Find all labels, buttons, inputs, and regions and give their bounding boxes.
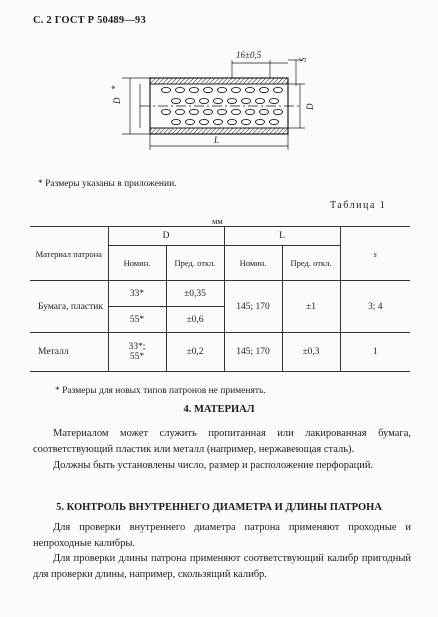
row-paper-D-nom-1: 33* — [108, 281, 166, 307]
row-paper-L-nom: 145; 170 — [224, 281, 282, 333]
perforation-hole — [172, 98, 181, 103]
perforation-hole — [176, 109, 185, 114]
header-D-nom: Номин. — [108, 246, 166, 281]
perforation-hole — [172, 119, 181, 124]
perforation-hole — [162, 87, 171, 92]
header-material: Материал патрона — [30, 227, 108, 281]
row-metal-D-nom-1: 33*; — [128, 342, 146, 352]
header-L-dev: Пред. откл. — [282, 246, 340, 281]
cartridge-drawing — [0, 0, 438, 200]
perforation-hole — [246, 87, 255, 92]
dim-outer-mark: * — [110, 85, 120, 90]
row-paper-D-dev-2: ±0,6 — [166, 307, 224, 333]
row-metal-material: Металл — [30, 333, 108, 372]
row-paper-material: Бумага, пластик — [30, 281, 108, 333]
row-paper-D-dev-1: ±0,35 — [166, 281, 224, 307]
row-metal-s: 1 — [340, 333, 410, 372]
header-D-dev: Пред. откл. — [166, 246, 224, 281]
header-L: L — [224, 227, 340, 246]
table-unit: мм — [212, 216, 223, 226]
row-metal-D-nom — [108, 333, 166, 372]
section5-title: 5. КОНТРОЛЬ ВНУТРЕННЕГО ДИАМЕТРА И ДЛИНЫ ПАТРОНА — [56, 502, 382, 513]
perforation-hole — [218, 109, 227, 114]
perforation-hole — [260, 87, 269, 92]
perforation-hole — [214, 98, 223, 103]
perforation-hole — [260, 109, 269, 114]
perforation-hole — [256, 98, 265, 103]
header-L-nom: Номин. — [224, 246, 282, 281]
perforation-hole — [246, 109, 255, 114]
perforation-hole — [186, 98, 195, 103]
dim-top-label: 16±0,5 — [236, 50, 262, 60]
perforation-hole — [270, 98, 279, 103]
dim-inner-label: D — [305, 103, 315, 110]
dim-s-label: S — [298, 57, 308, 62]
footnote-appendix: * Размеры указаны в приложении. — [38, 179, 177, 189]
footnote-new-types: * Размеры для новых типов патронов не применять. — [55, 386, 266, 396]
perforation-hole — [204, 109, 213, 114]
perforation-hole — [190, 109, 199, 114]
page-header: С. 2 ГОСТ Р 50489—93 — [33, 15, 146, 26]
perforation-hole — [200, 98, 209, 103]
section5-paragraph-2: Для проверки длины патрона применяют соответствующий калибр пригодный для проверки длины, например, скользящий калибр. — [33, 553, 411, 580]
perforation-hole — [176, 87, 185, 92]
perforation-hole — [218, 87, 227, 92]
perforation-hole — [200, 119, 209, 124]
dim-length-label: L — [214, 135, 220, 145]
dimensions-table — [30, 226, 410, 372]
perforation-hole — [232, 109, 241, 114]
row-metal-D-nom-2: 55* — [129, 352, 145, 362]
top-wall-hatch — [150, 78, 288, 84]
section5-paragraph-1: Для проверки внутреннего диаметра патрона применяют проходные и непроходные калибры. — [33, 522, 411, 549]
perforation-hole — [204, 87, 213, 92]
perforation-hole — [162, 109, 171, 114]
perforation-hole — [274, 109, 283, 114]
perforation-hole — [242, 98, 251, 103]
dim-outer-label: D — [112, 97, 122, 104]
perforation-hole — [228, 119, 237, 124]
header-D: D — [108, 227, 224, 246]
row-metal-L-dev: ±0,3 — [282, 333, 340, 372]
table-caption: Таблица 1 — [330, 200, 387, 211]
perforation-hole — [186, 119, 195, 124]
row-paper-s: 3; 4 — [340, 281, 410, 333]
row-paper-L-dev: ±1 — [282, 281, 340, 333]
section4-paragraph-2: Должны быть установлены число, размер и расположение перфораций. — [53, 460, 374, 471]
bottom-wall-hatch — [150, 128, 288, 134]
perforation-hole — [256, 119, 265, 124]
perforation-hole — [214, 119, 223, 124]
row-metal-L-nom: 145; 170 — [224, 333, 282, 372]
section4-title: 4. МАТЕРИАЛ — [183, 404, 255, 415]
perforation-hole — [228, 98, 237, 103]
header-s: s — [340, 227, 410, 281]
perforation-hole — [232, 87, 241, 92]
perforation-hole — [274, 87, 283, 92]
perforation-hole — [190, 87, 199, 92]
row-paper-D-nom-2: 55* — [108, 307, 166, 333]
perforation-hole — [270, 119, 279, 124]
perforation-hole — [242, 119, 251, 124]
row-metal-D-dev: ±0,2 — [166, 333, 224, 372]
section4-paragraph-1: Материалом может служить пропитанная или лакированная бумага, соответствующий пластик или металл (например, нержавеющая сталь). — [33, 428, 411, 455]
